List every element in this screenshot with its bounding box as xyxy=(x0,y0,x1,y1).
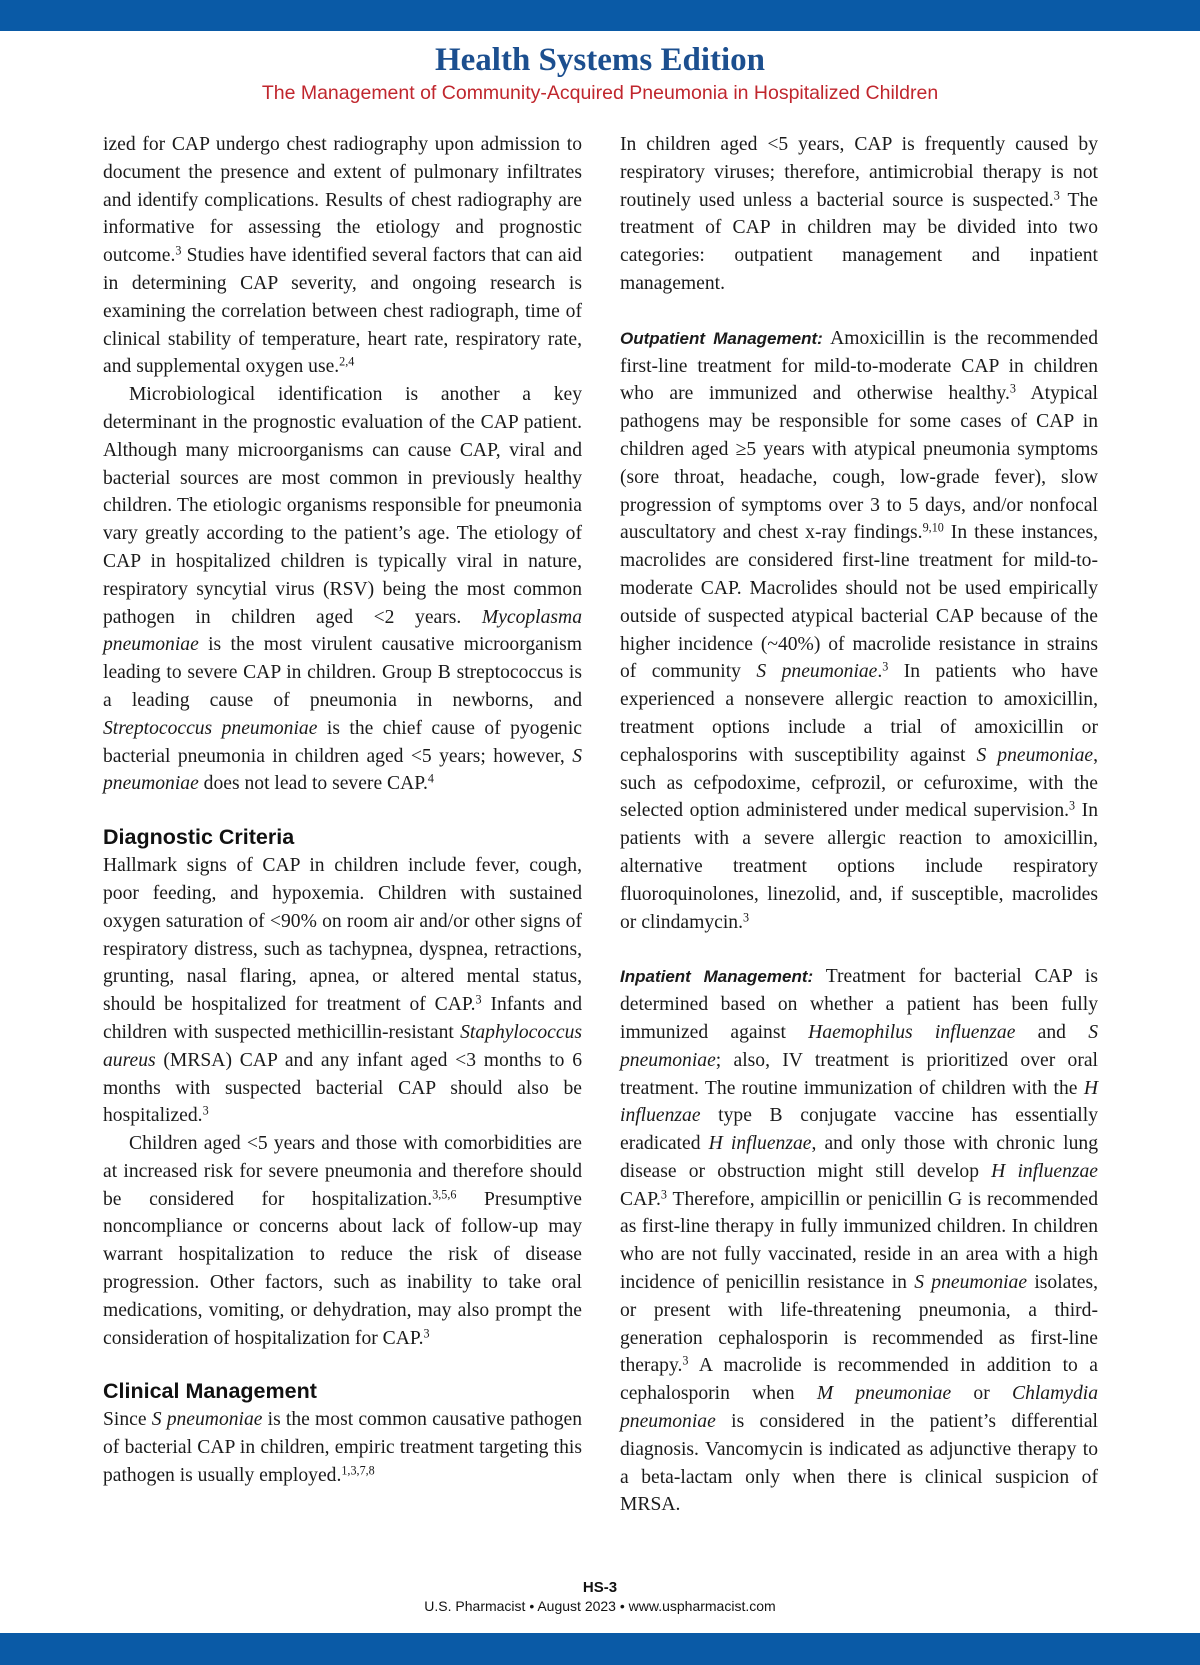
page-number: HS-3 xyxy=(582,1579,618,1596)
top-color-bar xyxy=(0,0,1200,31)
paragraph: ized for CAP undergo chest radiography upon admission to document the presence and extent of pulmonary infiltrates and identify complications. Results of chest radiography are informative for assessing the etiology and prognostic outcome.$^3$ Studies have identified several factors that can aid in determining CAP severity, and ongoing research is examining the correlation between chest radiograph, time of clinical stability of temperature, heart rate, respiratory rate, and supplemental oxygen use.$^{2,4}$ xyxy=(103,134,582,378)
paragraph-inpatient: Inpatient Management: Treatment for bacterial CAP is determined based on whether a patient has been fully immunized against Haemophilus influenzae and S pneumoniae; also, IV treatment is prioritized over oral treatment. The routine immunization of children with the H influenzae type B conjugate vaccine has essentially eradicated H influenzae, and only those with chronic lung disease or obstruction might still develop H influenzae CAP.$^3$ Therefore, ampicillin or penicillin G is recommended as first-line therapy in fully immunized children. In children who are not fully vaccinated, reside in an area with a high incidence of penicillin resistance in S pneumoniae isolates, or present with life-threatening pneumonia, a third-generation cephalosporin is recommended as first-line therapy.$^3$ A macrolide is recommended in addition to a cephalosporin when M pneumoniae or Chlamydia pneumoniae is considered in the patient’s differential diagnosis. Vancomycin is indicated as adjunctive therapy to a beta-lactam only when there is clinical suspicion of MRSA. xyxy=(620,966,1099,1516)
bottom-color-bar xyxy=(0,1633,1200,1665)
paragraph: In children aged <5 years, CAP is frequently caused by respiratory viruses; therefore, antimicrobial therapy is not routinely used unless a bacterial source is suspected.$^3$ The treatment of CAP in children may be divided into two categories: outpatient management and inpatient management. xyxy=(620,134,1098,294)
run-in-heading-outpatient: Outpatient Management: xyxy=(620,328,823,348)
edition-title: Health Systems Edition xyxy=(434,42,766,78)
paragraph-outpatient: Outpatient Management: Amoxicillin is the recommended first-line treatment for mild-to-moderate CAP in children who are immunized and otherwise healthy.$^3$ Atypical pathogens may be responsible for some cases of CAP in children aged ≥5 years with atypical pneumonia symptoms (sore throat, headache, cough, low-grade fever), slow progression of symptoms over 3 to 5 days, and/or nonfocal auscultatory and chest x-ray findings.$^{9,10}$ In these instances, macrolides are considered first-line treatment for mild-to-moderate CAP. Macrolides should not be used empirically outside of suspected atypical bacterial CAP because of the higher incidence (~40%) of macrolide resistance in strains of community S pneumoniae.$^3$ In patients who have experienced a nonsevere allergic reaction to amoxicillin, treatment options include a trial of amoxicillin or cephalosporins with susceptibility against S pneumoniae, such as cefpodoxime, cefprozil, or cefuroxime, with the selected option administered under medical supervision.$^3$ In patients with a severe allergic reaction to amoxicillin, alternative treatment options include respiratory fluoroquinolones, linezolid, and, if susceptible, macrolides or clindamycin.$^3$ xyxy=(620,327,1099,933)
section-heading-clinical-management: Clinical Management xyxy=(103,1379,317,1404)
paragraph: Since S pneumoniae is the most common causative pathogen of bacterial CAP in children, empiric treatment targeting this pathogen is usually employed.$^{1,3,7,8}$ xyxy=(103,1409,582,1487)
run-in-heading-inpatient: Inpatient Management: xyxy=(620,967,814,987)
right-column xyxy=(620,131,1098,1519)
section-heading-diagnostic-criteria: Diagnostic Criteria xyxy=(103,825,295,850)
left-column xyxy=(103,131,582,1490)
article-subtitle: The Management of Community-Acquired Pneumonia in Hospitalized Children xyxy=(261,82,939,104)
publication-footer: U.S. Pharmacist • August 2023 • www.uspharmacist.com xyxy=(424,1598,776,1614)
paragraph: Microbiological identification is another a key determinant in the prognostic evaluation of the CAP patient. Although many microorganisms can cause CAP, viral and bacterial sources are most common in previously healthy children. The etiologic organisms responsible for pneumonia vary greatly according to the patient’s age. The etiology of CAP in hospitalized children is typically viral in nature, respiratory syncytial virus (RSV) being the most common pathogen in children aged <2 years. Mycoplasma pneumoniae is the most virulent causative microorganism leading to severe CAP in children. Group B streptococcus is a leading cause of pneumonia in newborns, and Streptococcus pneumoniae is the chief cause of pyogenic bacterial pneumonia in children aged <5 years; however, S pneumoniae does not lead to severe CAP.$^4$ xyxy=(103,384,582,795)
paragraph: Hallmark signs of CAP in children include fever, cough, poor feeding, and hypoxemia. Children with sustained oxygen saturation of <90% on room air and/or other signs of respiratory distress, such as tachypnea, dyspnea, retractions, grunting, nasal flaring, apnea, or altered mental status, should be hospitalized for treatment of CAP.$^3$ Infants and children with suspected methicillin-resistant Staphylococcus aureus (MRSA) CAP and any infant aged <3 months to 6 months with suspected bacterial CAP should also be hospitalized.$^3$ xyxy=(103,855,583,1127)
paragraph: Children aged <5 years and those with comorbidities are at increased risk for severe pneumonia and therefore should be considered for hospitalization.$^{3,5,6}$ Presumptive noncompliance or concerns about lack of follow-up may warrant hospitalization to reduce the risk of disease progression. Other factors, such as inability to take oral medications, vomiting, or dehydration, may also prompt the consideration of hospitalization for CAP.$^3$ xyxy=(103,1133,582,1349)
